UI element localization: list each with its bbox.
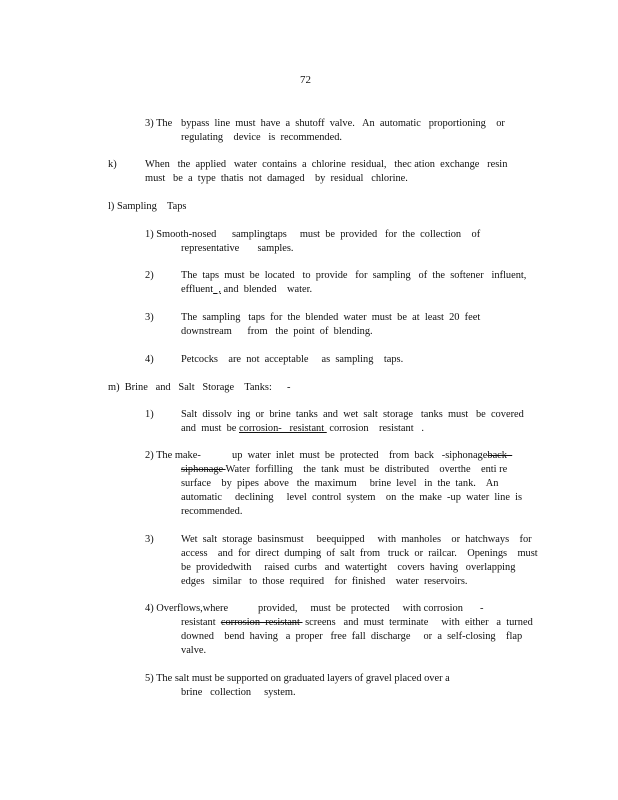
m2-line-5: recommended. xyxy=(181,506,243,517)
item-k-line-2: must be a type thatis not damaged by residual chlorine. xyxy=(145,173,408,184)
m4-line-3: downed bend having a proper free fall discharge or a self-closing flap xyxy=(181,631,523,642)
m5-line-2: brine collection system. xyxy=(181,687,296,698)
l1-item-number: 1) Smooth-nosed xyxy=(145,229,217,240)
m3-item-number: 3) xyxy=(145,534,154,545)
struck-text: back xyxy=(487,450,513,461)
l2-line-1: The taps must be located to provide for sampling of the softener influent, xyxy=(181,270,527,281)
item-k-line-1: When the applied water contains a chlorine residual, thec ation exchange resin xyxy=(145,159,508,170)
bypass-item-number: 3) The xyxy=(145,118,173,129)
struck-text: corrosion resistant xyxy=(220,617,303,628)
section-m-dash: - xyxy=(287,382,291,393)
section-l-heading: l) Sampling Taps xyxy=(108,201,187,212)
section-m-heading: m) Brine and Salt Storage Tanks: xyxy=(108,382,272,393)
l4-line-1: Petcocks are not acceptable as sampling taps. xyxy=(181,354,404,365)
m1-line-1: Salt dissolv ing or brine tanks and wet salt storage tanks must be covered xyxy=(181,409,524,420)
m2-line-3: surface by pipes above the maximum brine level in the tank. An xyxy=(181,478,499,489)
m2-line-2: siphonage Water forfilling the tank must be distributed overthe enti re xyxy=(181,464,508,475)
m1-line-2: and must be corrosion- resistant corrosion resistant . xyxy=(181,423,424,434)
m4-dash: - xyxy=(480,603,484,614)
m2-line-4: automatic declining level control system on the make -up water line is xyxy=(181,492,523,503)
m3-line-4: edges similar to those required for finished water reservoirs. xyxy=(181,576,468,587)
l1-line-1: samplingtaps must be provided for the collection of xyxy=(232,229,481,240)
m4-line-4: valve. xyxy=(181,645,207,656)
underlined-insertion: corrosion- resistant xyxy=(239,423,327,434)
m3-line-2: access and for direct dumping of salt from truck or railcar. Openings must xyxy=(181,548,538,559)
m4-item-number: 4) Overflows,where xyxy=(145,603,229,614)
l3-line-1: The sampling taps for the blended water must be at least 20 feet xyxy=(181,312,481,323)
m4-line-2: resistant corrosion resistant screens and must terminate with either a turned xyxy=(181,617,533,628)
m1-item-number: 1) xyxy=(145,409,154,420)
struck-text: siphonage xyxy=(181,464,226,475)
bypass-line-1: bypass line must have a shutoff valve. An automatic proportioning or xyxy=(181,118,505,129)
m2-item-number: 2) The make- xyxy=(145,450,201,461)
page-number: 72 xyxy=(300,74,311,86)
bypass-line-2: regulating device is recommended. xyxy=(181,132,342,143)
m5-item-line-1: 5) The salt must be supported on graduated layers of gravel placed over a xyxy=(145,673,450,684)
l2-item-number: 2) xyxy=(145,270,154,281)
l2-line-2: effluent , and blended water. xyxy=(181,284,313,295)
l3-item-number: 3) xyxy=(145,312,154,323)
l3-line-2: downstream from the point of blending. xyxy=(181,326,373,337)
l1-line-2: representative samples. xyxy=(181,243,294,254)
m4-line-1: provided, must be protected with corrosion xyxy=(258,603,463,614)
m3-line-3: be providedwith raised curbs and watertight covers having overlapping xyxy=(181,562,516,573)
m3-line-1: Wet salt storage basinsmust beequipped with manholes or hatchways for xyxy=(181,534,532,545)
l4-item-number: 4) xyxy=(145,354,154,365)
m2-line-1: up water inlet must be protected from back -siphonageback xyxy=(232,450,513,461)
item-k-label: k) xyxy=(108,159,117,170)
